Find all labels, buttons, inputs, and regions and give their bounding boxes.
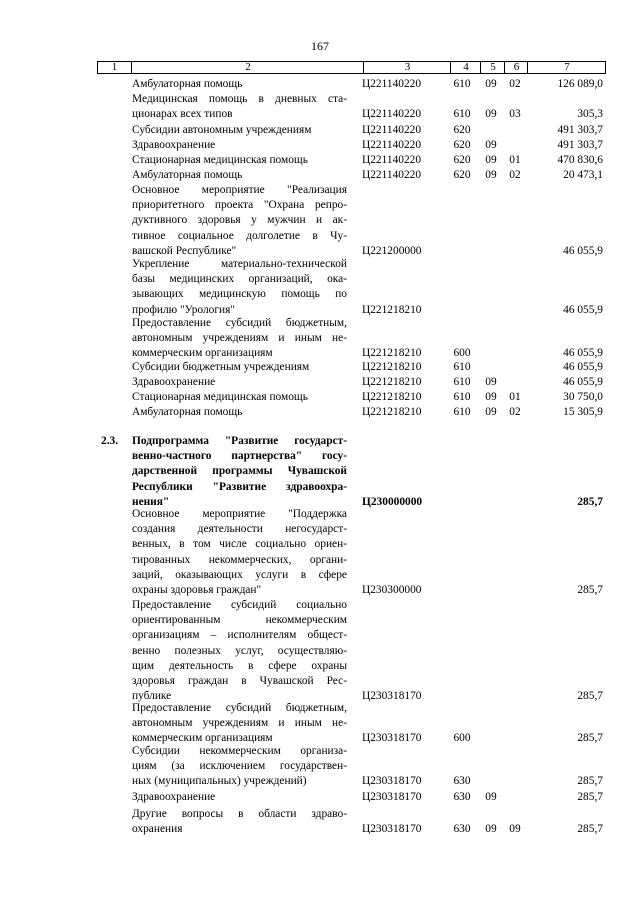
- row-description: [132, 405, 347, 420]
- row-description: [132, 316, 347, 362]
- description-line: Здравоохранение: [132, 791, 216, 803]
- description-line: Здравоохранение: [132, 139, 216, 151]
- expense-type: 620: [453, 123, 471, 136]
- description-line: публике: [132, 690, 172, 703]
- table-row: [97, 138, 606, 153]
- budget-code: Ц221218210: [362, 375, 422, 388]
- description-line: автономным учреждениям и иным не-: [132, 332, 347, 345]
- table-row: [97, 790, 606, 805]
- description-line: Предоставление субсидий социально: [132, 599, 347, 611]
- amount: 46 055,9: [563, 347, 603, 360]
- subsection: 09: [509, 823, 521, 836]
- description-line: Субсидии бюджетным учреждениям: [132, 361, 310, 373]
- table-row: [97, 598, 606, 704]
- section: 09: [485, 108, 497, 121]
- description-line: Предоставление субсидий бюджетным,: [132, 702, 347, 714]
- amount: 491 303,7: [557, 138, 603, 151]
- budget-code: Ц221218210: [362, 360, 422, 373]
- expense-type: 620: [453, 153, 471, 166]
- header-col-2: 2: [131, 62, 364, 73]
- description-line: приоритетного проекта "Охрана репро-: [132, 199, 347, 212]
- expense-type: 610: [453, 390, 471, 403]
- section: 09: [485, 77, 497, 90]
- table-header: [97, 61, 606, 74]
- budget-code: Ц230300000: [362, 583, 422, 596]
- expense-type: 600: [453, 732, 471, 745]
- description-line: Республики "Развитие здравоохра-: [132, 480, 347, 493]
- budget-code: Ц221140220: [362, 108, 422, 121]
- description-line: тивное социальное долголетие в Чу-: [132, 229, 347, 242]
- description-line: заций, оказывающих услуги в сфере: [132, 568, 347, 581]
- amount: 285,7: [577, 583, 603, 596]
- budget-code: Ц221140220: [362, 77, 422, 90]
- row-description: [132, 507, 347, 598]
- table-row: [97, 434, 606, 510]
- amount: 305,3: [577, 108, 603, 121]
- expense-type: 600: [453, 347, 471, 360]
- description-line: венно полезных услуг, осуществляю-: [132, 644, 347, 657]
- budget-code: Ц230000000: [362, 495, 423, 508]
- description-line: Укрепление материально-технической: [132, 258, 347, 270]
- amount: 15 305,9: [563, 405, 603, 418]
- header-col-5: 5: [480, 62, 505, 73]
- table-row: [97, 360, 606, 375]
- expense-type: 620: [453, 168, 471, 181]
- description-line: нения": [132, 495, 170, 508]
- description-line: охранения: [132, 823, 183, 836]
- amount: 46 055,9: [563, 375, 603, 388]
- description-line: циям (за исключением государствен-: [132, 760, 347, 773]
- amount: 285,7: [577, 495, 603, 508]
- page-number: 167: [311, 39, 329, 53]
- description-line: венно-частного партнерства" госу-: [132, 450, 347, 463]
- header-col-6: 6: [504, 62, 528, 73]
- description-line: профилю "Урология": [132, 303, 235, 316]
- description-line: Амбулаторная помощь: [132, 78, 243, 90]
- budget-code: Ц221218210: [362, 303, 422, 316]
- description-line: зывающих медицинскую помощь по: [132, 288, 347, 301]
- description-line: Медицинская помощь в дневных ста-: [132, 93, 347, 105]
- row-number: 2.3.: [101, 435, 119, 447]
- description-line: Предоставление субсидий бюджетным,: [132, 317, 347, 329]
- amount: 126 089,0: [557, 77, 603, 90]
- header-col-4: 4: [450, 62, 481, 73]
- description-line: организациям – исполнителям общест-: [132, 629, 347, 642]
- table-row: [97, 92, 606, 122]
- row-description: [132, 360, 347, 375]
- budget-code: Ц221218210: [362, 390, 422, 403]
- expense-type: 610: [453, 360, 471, 373]
- row-description: [132, 701, 347, 747]
- expense-type: 610: [453, 405, 471, 418]
- section: 09: [485, 168, 497, 181]
- description-line: Стационарная медицинская помощь: [132, 391, 308, 403]
- table-row: [97, 375, 606, 390]
- description-line: коммерческим организациям: [132, 732, 273, 745]
- table-row: [97, 390, 606, 405]
- amount: 30 750,0: [563, 390, 603, 403]
- description-line: охраны здоровья граждан": [132, 584, 262, 597]
- table-row: [97, 257, 606, 318]
- row-description: [132, 168, 347, 183]
- subsection: 03: [509, 108, 521, 121]
- amount: 470 830,6: [557, 153, 603, 166]
- row-description: [132, 92, 347, 122]
- description-line: ориентированным некоммерческим: [132, 614, 347, 627]
- section: 09: [485, 153, 497, 166]
- subsection: 02: [509, 77, 521, 90]
- section: 09: [485, 405, 497, 418]
- budget-code: Ц221140220: [362, 168, 422, 181]
- description-line: дарственной программы Чувашской: [132, 465, 347, 478]
- amount: 285,7: [577, 790, 603, 803]
- row-description: [132, 138, 347, 153]
- row-description: [132, 744, 347, 790]
- row-description: [132, 790, 347, 805]
- row-description: [132, 77, 347, 92]
- description-line: Субсидии некоммерческим организа-: [132, 745, 347, 757]
- expense-type: 610: [453, 77, 471, 90]
- row-description: [132, 598, 347, 704]
- row-description: [132, 375, 347, 390]
- budget-code: Ц230318170: [362, 775, 422, 788]
- description-line: Субсидии автономным учреждениям: [132, 124, 312, 136]
- budget-code: Ц230318170: [362, 732, 422, 745]
- expense-type: 610: [453, 375, 471, 388]
- subsection: 02: [509, 168, 521, 181]
- description-line: Стационарная медицинская помощь: [132, 154, 308, 166]
- expense-type: 620: [453, 138, 471, 151]
- section: 09: [485, 823, 497, 836]
- description-line: Основное мероприятие "Реализация: [132, 184, 347, 196]
- description-line: создания деятельности негосударст-: [132, 523, 347, 536]
- expense-type: 630: [453, 790, 471, 803]
- amount: 285,7: [577, 690, 603, 703]
- description-line: щим деятельность в сфере охраны: [132, 659, 347, 672]
- expense-type: 630: [453, 823, 471, 836]
- table-row: [97, 316, 606, 362]
- row-description: [132, 123, 347, 138]
- row-description: [132, 153, 347, 168]
- table-row: [97, 701, 606, 747]
- amount: 285,7: [577, 732, 603, 745]
- section: 09: [485, 790, 497, 803]
- description-line: Амбулаторная помощь: [132, 169, 243, 181]
- row-description: [132, 390, 347, 405]
- budget-code: Ц230318170: [362, 823, 422, 836]
- budget-code: Ц221218210: [362, 405, 422, 418]
- table-row: [97, 77, 606, 92]
- table-row: [97, 405, 606, 420]
- row-description: [132, 434, 347, 510]
- description-line: коммерческим организациям: [132, 347, 273, 360]
- description-line: Другие вопросы в области здраво-: [132, 808, 347, 820]
- table-row: [97, 123, 606, 138]
- description-line: Основное мероприятие "Поддержка: [132, 508, 347, 520]
- table-row: [97, 807, 606, 837]
- description-line: венных, в том числе социально ориен-: [132, 538, 347, 551]
- subsection: 02: [509, 405, 521, 418]
- section: 09: [485, 390, 497, 403]
- header-col-3: 3: [363, 62, 451, 73]
- description-line: Подпрограмма "Развитие государст-: [132, 435, 347, 447]
- expense-type: 630: [453, 775, 471, 788]
- description-line: тированных некоммерческих, органи-: [132, 553, 347, 566]
- amount: 46 055,9: [563, 303, 603, 316]
- header-col-7: 7: [527, 62, 606, 73]
- section: 09: [485, 138, 497, 151]
- amount: 285,7: [577, 823, 603, 836]
- table-row: [97, 153, 606, 168]
- budget-code: Ц221140220: [362, 153, 422, 166]
- expense-type: 610: [453, 108, 471, 121]
- row-description: [132, 257, 347, 318]
- row-description: [132, 807, 347, 837]
- budget-code: Ц221218210: [362, 347, 422, 360]
- table-row: [97, 183, 606, 259]
- description-line: ционарах всех типов: [132, 108, 233, 121]
- section: 09: [485, 375, 497, 388]
- budget-code: Ц230318170: [362, 790, 422, 803]
- budget-code: Ц221140220: [362, 123, 422, 136]
- budget-code: Ц221140220: [362, 138, 422, 151]
- description-line: Амбулаторная помощь: [132, 406, 243, 418]
- description-line: ных (муниципальных) учреждений): [132, 775, 307, 788]
- amount: 46 055,9: [563, 244, 603, 257]
- description-line: автономным учреждениям и иным не-: [132, 717, 347, 730]
- table-row: [97, 168, 606, 183]
- header-col-1: 1: [111, 61, 118, 73]
- description-line: дуктивного здоровья у мужчин и ак-: [132, 214, 347, 227]
- table-row: [97, 507, 606, 598]
- amount: 285,7: [577, 775, 603, 788]
- subsection: 01: [509, 153, 521, 166]
- row-description: [132, 183, 347, 259]
- amount: 491 303,7: [557, 123, 603, 136]
- table-row: [97, 744, 606, 790]
- description-line: базы медицинских организаций, ока-: [132, 273, 347, 286]
- amount: 46 055,9: [563, 360, 603, 373]
- subsection: 01: [509, 390, 521, 403]
- amount: 20 473,1: [563, 168, 603, 181]
- budget-code: Ц230318170: [362, 690, 422, 703]
- budget-code: Ц221200000: [362, 244, 422, 257]
- description-line: вашской Республике": [132, 244, 237, 257]
- description-line: Здравоохранение: [132, 376, 216, 388]
- description-line: здоровья граждан в Чувашской Рес-: [132, 675, 347, 688]
